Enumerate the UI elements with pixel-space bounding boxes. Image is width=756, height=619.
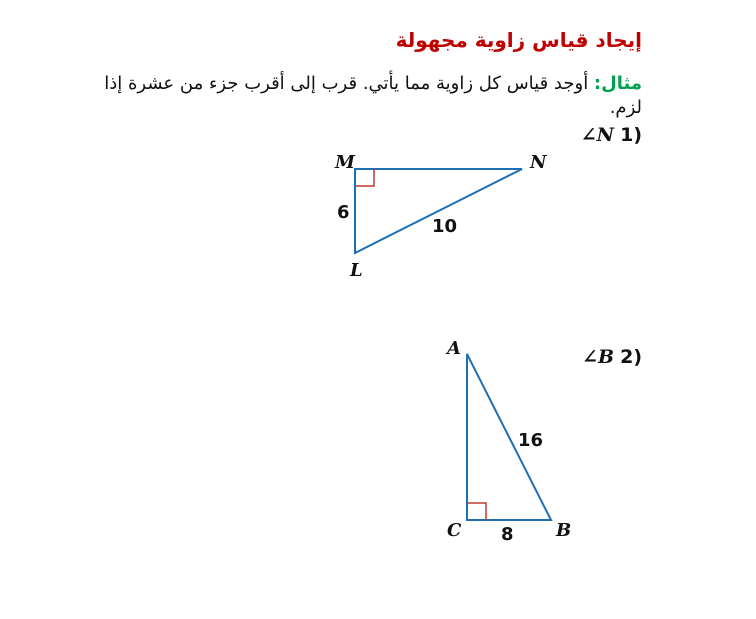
triangle-acb <box>445 338 571 545</box>
right-angle-marker-c <box>467 503 486 520</box>
side-label-cb: 8 <box>501 524 514 545</box>
problem-2-angle: ∠B <box>582 346 615 368</box>
right-angle-marker-m <box>355 169 374 186</box>
triangle-mnl <box>334 152 548 281</box>
vertex-label-m: M <box>335 152 355 173</box>
vertex-label-c: C <box>447 520 462 541</box>
problem-2-number: 2) <box>620 346 642 368</box>
vertex-label-b: B <box>556 520 572 541</box>
vertex-label-n: N <box>530 152 547 173</box>
side-label-nl: 10 <box>432 216 458 237</box>
problem-1-angle: ∠N <box>580 124 615 146</box>
triangle-mnl-outline <box>355 169 522 253</box>
vertex-label-a: A <box>447 338 461 359</box>
page-title: إيجاد قياس زاوية مجهولة <box>395 28 642 52</box>
problem-1-number: 1) <box>620 124 642 146</box>
example-text: أوجد قياس كل زاوية مما يأتي. قرب إلى أقرب جزء من عشرة إذا لزم. <box>104 73 642 118</box>
side-label-ab: 16 <box>518 430 544 451</box>
example-label: مثال: <box>593 73 642 94</box>
side-label-ml: 6 <box>337 202 350 223</box>
vertex-label-l: L <box>350 260 363 281</box>
